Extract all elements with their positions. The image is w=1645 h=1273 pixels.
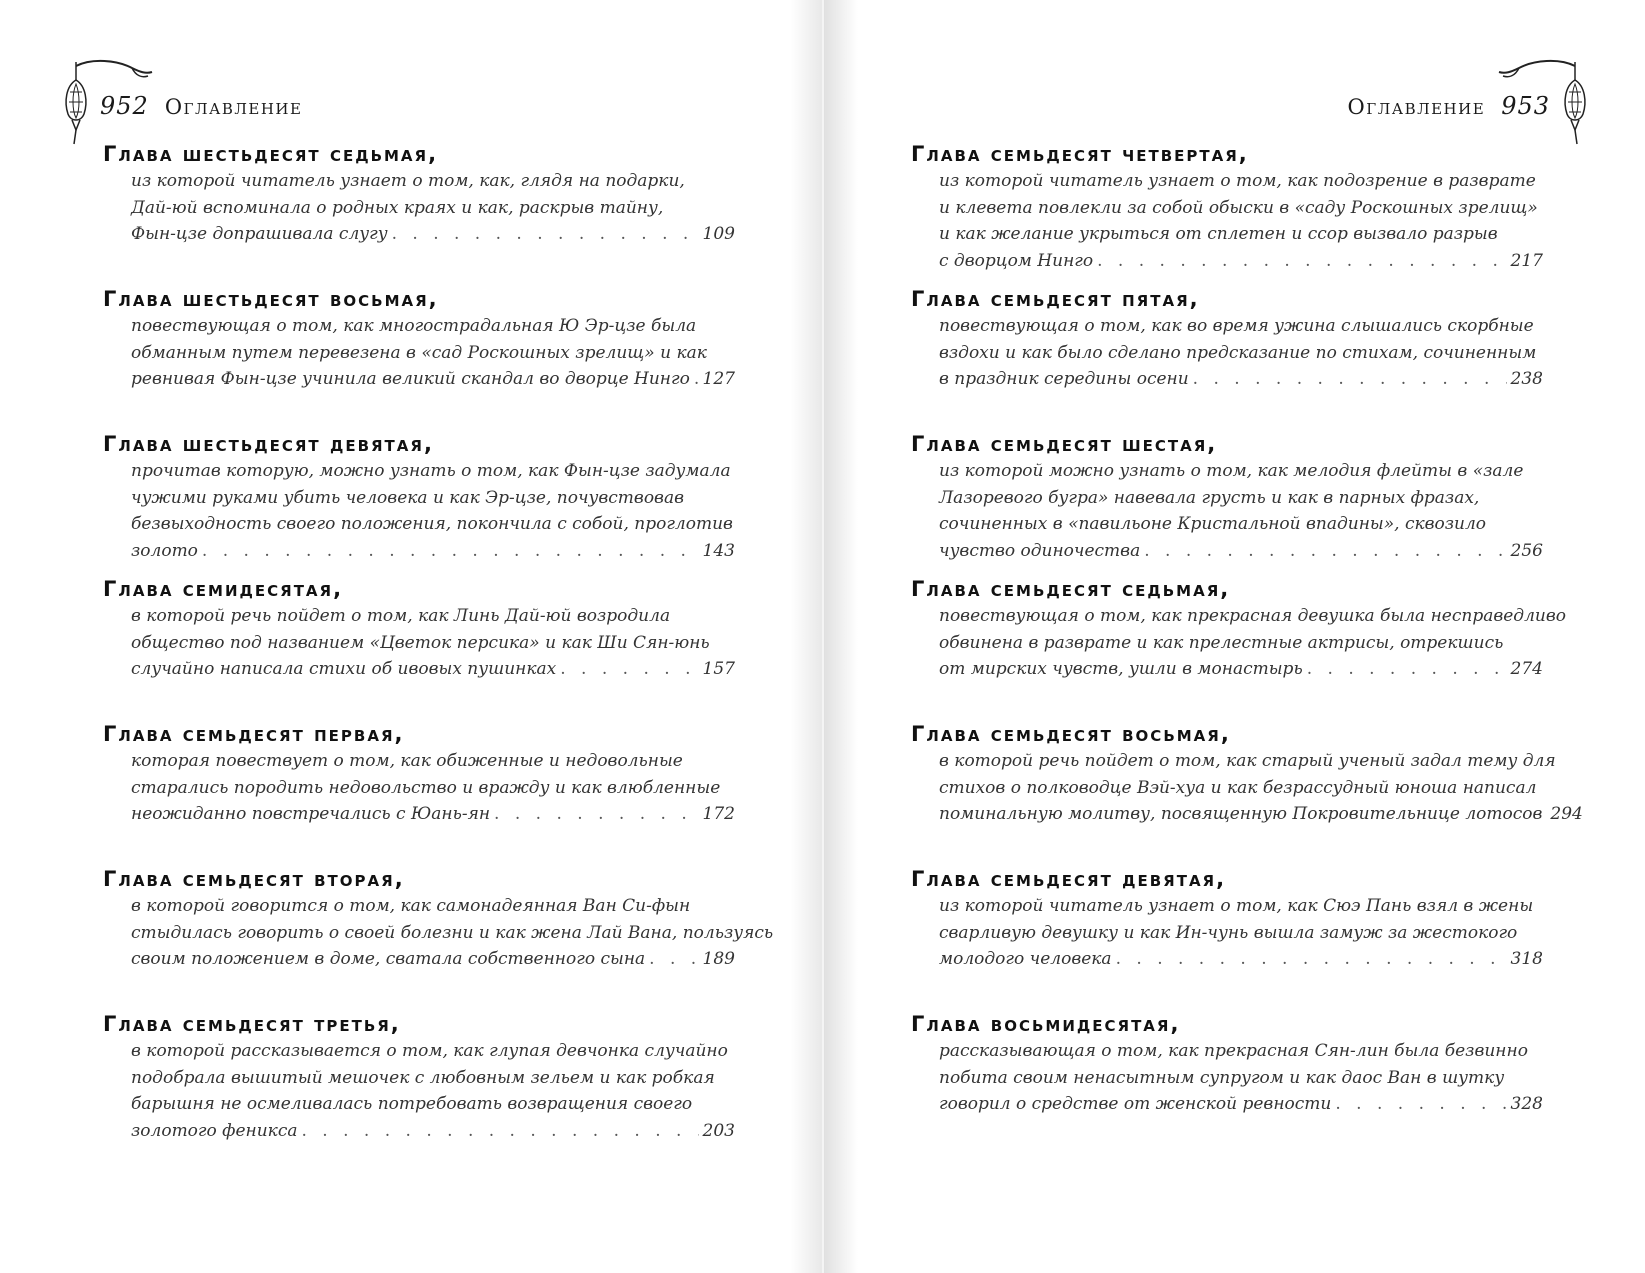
description-last-line [939,248,1543,275]
gutter-shadow [824,0,858,1273]
dot-leader [649,946,698,973]
chapter-page-number[interactable]: 143 [702,540,735,561]
toc-entry[interactable] [103,865,774,1010]
chapter-description [131,313,735,393]
description-line: неожиданно повстречались с Юань-ян [131,804,491,824]
description-line: и клевета повлекли за собой обыски в «саду Роскошных зрелищ» [939,197,1538,218]
description-last-line [939,946,1543,973]
chapter-title: Глава шестьдесят восьмая, [103,287,439,311]
description-line: Лазоревого бугра» навевала грусть и как в парных фразах, [939,487,1480,508]
description-line: прочитав которую, можно узнать о том, как Фын-цзе задумала [131,461,731,481]
toc-entry[interactable] [911,430,1543,575]
toc-entry[interactable] [911,1010,1543,1155]
description-line: золото [131,540,198,561]
chapter-description [131,1038,735,1144]
chapter-description [939,893,1543,973]
description-line: чувство одиночества [939,540,1141,561]
toc-list [911,140,1583,1155]
chapter-page-number[interactable]: 203 [702,1120,735,1141]
description-line: от мирских чувств, ушли в монастырь [939,659,1303,679]
running-head [100,92,302,120]
chapter-title: Глава семьдесят третья, [103,1012,401,1036]
description-line: барышня не осмеливалась потребовать возвращения своего [131,1094,693,1114]
dot-leader [392,221,699,248]
toc-list [103,140,774,1155]
chapter-description [131,603,735,683]
description-line: случайно написала стихи об ивовых пушинках [131,659,557,679]
chapter-page-number[interactable]: 328 [1510,1094,1543,1114]
toc-entry[interactable] [911,865,1543,1010]
dot-leader [1144,538,1506,565]
dot-leader [301,1118,698,1145]
dot-leader [694,366,699,393]
chapter-title: Глава семьдесят восьмая, [911,722,1231,746]
description-line: молодого человека [939,949,1112,969]
chapter-description [131,458,735,564]
toc-entry[interactable] [103,1010,735,1155]
chapter-title: Глава семьдесят седьмая, [911,577,1231,601]
chapter-title: Глава семьдесят вторая, [103,867,405,891]
description-line: безвыходность своего положения, покончила с собой, проглотив [131,514,733,534]
description-line: вздохи и как было сделано предсказание по стихам, сочиненным [939,342,1537,363]
chapter-title: Глава семьдесят первая, [103,722,405,746]
description-line: поминальную молитву, посвященную Покровительнице лотосов [939,804,1543,824]
toc-entry[interactable] [911,575,1566,720]
chapter-title: Глава семьдесят шестая, [911,432,1218,456]
dot-leader [202,538,699,565]
dot-leader [1193,366,1507,393]
chapter-description [939,1038,1543,1118]
description-last-line [939,1091,1543,1118]
running-title: Оглавление [164,95,303,119]
dot-leader [1097,248,1506,275]
description-last-line [131,946,735,973]
dot-leader [1335,1091,1506,1118]
chapter-page-number[interactable]: 318 [1510,949,1543,969]
description-line: которая повествует о том, как обиженные и недовольные [131,751,683,771]
description-last-line [939,366,1543,393]
description-line: старались породить недовольство и вражду и как влюбленные [131,777,721,798]
toc-entry[interactable] [103,285,735,430]
page-number: 953 [1501,92,1550,120]
dot-leader [560,656,698,683]
description-line: ревнивая Фын-цзе учинила великий скандал во дворце Нинго [131,369,690,389]
chapter-description [939,168,1543,274]
description-line: сварливую девушку и как Ин-чунь вышла замуж за жестокого [939,922,1518,943]
description-last-line [131,366,735,393]
description-line: сочиненных в «павильоне Кристальной впадины», сквозило [939,514,1487,534]
description-line: побита своим ненасытным супругом и как даос Ван в шутку [939,1067,1505,1088]
toc-entry[interactable] [103,430,735,575]
chapter-page-number[interactable]: 157 [702,659,735,679]
chapter-title: Глава восьмидесятая, [911,1012,1181,1036]
description-line: подобрала вышитый мешочек с любовным зельем и как робкая [131,1067,715,1088]
dot-leader [1307,656,1507,683]
chapter-description [131,893,774,973]
description-line: в которой говорится о том, как самонадеянная Ван Си-фын [131,896,691,916]
chapter-description [939,313,1543,393]
toc-entry[interactable] [911,720,1583,865]
chapter-page-number[interactable]: 172 [702,804,735,824]
chapter-title: Глава семидесятая, [103,577,344,601]
chapter-description [939,748,1583,828]
description-last-line [131,801,735,828]
chapter-title: Глава семьдесят пятая, [911,287,1200,311]
chapter-description [939,603,1566,683]
left-page [0,0,822,1273]
chapter-page-number[interactable]: 109 [702,224,735,244]
chapter-title: Глава семьдесят девятая, [911,867,1227,891]
description-line: обвинена в разврате и как прелестные актрисы, отрекшись [939,632,1504,653]
chapter-title: Глава семьдесят четвертая, [911,142,1249,166]
description-line: в которой речь пойдет о том, как Линь Дай-юй возродила [131,606,671,626]
description-line: из которой читатель узнает о том, как Сюэ Пань взял в жены [939,896,1534,916]
chapter-description [939,458,1543,564]
description-line: повествующая о том, как многострадальная Ю Эр-цзе была [131,316,697,336]
page-number: 952 [100,92,149,120]
chapter-page-number[interactable]: 217 [1510,250,1543,271]
description-last-line [939,801,1583,828]
description-line: и как желание укрыться от сплетен и ссор вызвало разрыв [939,224,1498,244]
chapter-description [131,748,735,828]
chapter-description [131,168,735,248]
running-title: Оглавление [1347,95,1486,119]
chapter-page-number[interactable]: 238 [1510,369,1543,389]
description-line: обманным путем перевезена в «сад Роскошных зрелищ» и как [131,342,707,363]
description-line: Дай-юй вспоминала о родных краях и как, раскрыв тайну, [131,197,664,218]
dot-leader [494,801,699,828]
description-last-line [131,656,735,683]
right-page [824,0,1645,1273]
chapter-page-number[interactable]: 256 [1510,540,1543,561]
description-last-line [939,538,1543,565]
running-head [1348,92,1550,120]
description-line: в которой речь пойдет о том, как старый ученый задал тему для [939,751,1556,771]
description-line: из которой читатель узнает о том, как подозрение в разврате [939,171,1536,191]
chapter-page-number[interactable]: 189 [702,949,735,969]
dot-leader [1116,946,1507,973]
description-line: из которой можно узнать о том, как мелодия флейты в «зале [939,461,1524,481]
description-line: общество под названием «Цветок персика» и как Ши Сян-юнь [131,632,710,653]
chapter-title: Глава шестьдесят девятая, [103,432,434,456]
description-line: в которой рассказывается о том, как глупая девчонка случайно [131,1041,728,1061]
description-line: рассказывающая о том, как прекрасная Сян-лин была безвинно [939,1041,1528,1061]
description-last-line [131,221,735,248]
description-last-line [939,656,1543,683]
chapter-page-number[interactable]: 127 [702,369,735,389]
description-line: в праздник середины осени [939,369,1189,389]
toc-entry[interactable] [911,140,1543,285]
description-line: из которой читатель узнает о том, как, глядя на подарки, [131,171,685,191]
gutter-shadow [790,0,822,1273]
description-line: стыдилась говорить о своей болезни и как жена Лай Вана, пользуясь [131,922,774,943]
description-line: с дворцом Нинго [939,250,1094,271]
description-line: повествующая о том, как прекрасная девушка была несправедливо [939,606,1566,626]
description-last-line [131,1118,735,1145]
toc-entry[interactable] [103,720,735,865]
description-line: своим положением в доме, сватала собственного сына [131,949,646,969]
description-line: золотого феникса [131,1120,298,1141]
toc-entry[interactable] [103,575,735,720]
chapter-page-number[interactable]: 274 [1510,659,1543,679]
description-line: говорил о средстве от женской ревности [939,1094,1332,1114]
description-last-line [131,538,735,565]
toc-entry[interactable] [103,140,735,285]
description-line: стихов о полководце Вэй-хуа и как безрассудный юноша написал [939,777,1537,798]
chapter-page-number[interactable]: 294 [1550,804,1583,824]
toc-entry[interactable] [911,285,1543,430]
description-line: повествующая о том, как во время ужина слышались скорбные [939,316,1534,336]
description-line: чужими руками убить человека и как Эр-цзе, почувствовав [131,487,684,508]
description-line: Фын-цзе допрашивала слугу [131,224,388,244]
chapter-title: Глава шестьдесят седьмая, [103,142,439,166]
